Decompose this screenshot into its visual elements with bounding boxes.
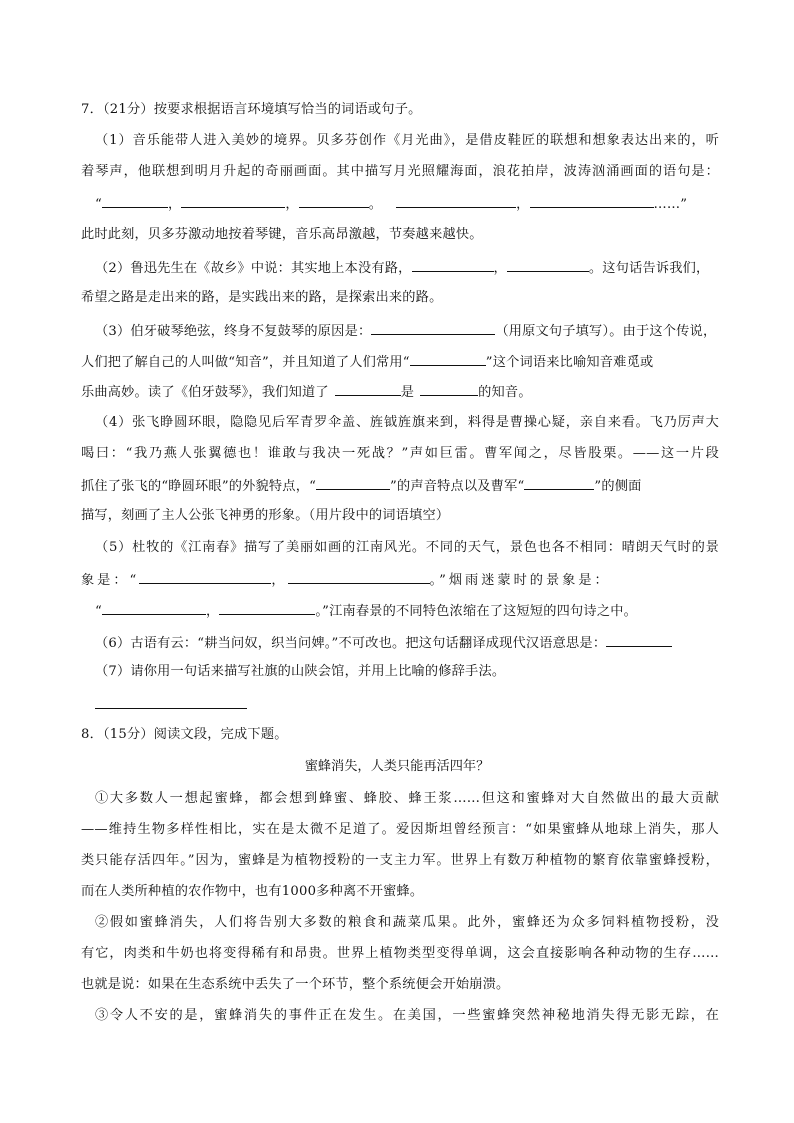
- period: 。: [368, 197, 383, 212]
- q8-header: 8．（15分）阅读文段，完成下题。: [81, 727, 288, 742]
- s6-blank[interactable]: [606, 633, 672, 647]
- p1-line4: 而在人类所种植的农作物中，也有1000多种离不开蜜蜂。: [81, 884, 424, 899]
- s5-line3-suffix: 。”江南春景的不同特色浓缩在了这短短的四句诗之中。: [315, 604, 637, 619]
- s5-blank-4[interactable]: [219, 601, 315, 615]
- blank-5[interactable]: [530, 194, 654, 208]
- q7-s4-line2: 喝曰：“我乃燕人张翼德也！谁敢与我决一死战？”声如巨雷。曹军闻之，尽皆股栗。——这一片段: [81, 446, 719, 461]
- passage-title: 蜜蜂消失，人类只能再活四年？: [304, 759, 490, 774]
- blank-3[interactable]: [299, 194, 369, 208]
- q7-s4-line3: [81, 476, 642, 496]
- s3-line2-prefix: 人们把了解自己的人叫做“知音”，并且知道了人们常用“: [81, 355, 410, 370]
- open-quote: “: [95, 197, 102, 212]
- p3-line1: ③令人不安的是，蜜蜂消失的事件正在发生。在美国，一些蜜蜂突然神秘地消失得无影无踪，在: [95, 1008, 719, 1023]
- s2-suffix: 。这句话告诉我们，: [588, 261, 710, 276]
- p2-line2: 有它，肉类和牛奶也将变得稀有和昂贵。世界上植物类型变得单调，这会直接影响各种动物的生存……: [81, 946, 719, 961]
- q7-header: 7．（21分）按要求根据语言环境填写恰当的词语或句子。: [81, 102, 422, 117]
- s3-suffix: （用原文句子填写）。由于这个传说，: [495, 324, 717, 339]
- s4-blank-2[interactable]: [524, 476, 594, 490]
- q7-s5-line2: [81, 570, 611, 590]
- comma: ，: [493, 261, 507, 276]
- p2-line1: ②假如蜜蜂消失，人们将告别大多数的粮食和蔬菜瓜果。此外，蜜蜂还为众多饲料植物授粉，没: [95, 915, 719, 930]
- s5-line2-suffix: 。”烟雨迷蒙时的景象是：: [429, 573, 611, 588]
- s5-blank-3[interactable]: [102, 601, 206, 615]
- q7-s5-line3: [95, 601, 637, 621]
- p1-line2: ——维持生物多样性相比，实在是太微不足道了。爱因斯坦曾经预言：“如果蜜蜂从地球上消失，那人: [81, 822, 719, 837]
- q7-s4-line1: （4）张飞睁圆环眼，隐隐见后军青罗伞盖、旌钺旌旗来到，料得是曹操心疑，亲自来看。飞乃厉声大: [95, 415, 719, 430]
- q7-s4-line4: 描写，刻画了主人公张飞神勇的形象。（用片段中的词语填空）: [81, 508, 450, 523]
- q7-s1-line1: （1）音乐能带人进入美妙的境界。贝多芬创作《月光曲》，是借皮鞋匠的联想和想象表达出来的，听: [95, 133, 719, 148]
- blank-2[interactable]: [181, 194, 285, 208]
- p2-line3: 也就是说：如果在生态系统中丢失了一个环节，整个系统便会开始崩溃。: [81, 977, 510, 992]
- q7-s2-line2: 希望之路是走出来的路，是实践出来的路，是探索出来的路。: [81, 290, 443, 305]
- q7-s5-line1: （5）杜牧的《江南春》描写了美丽如画的江南风光。不同的天气，景色也各不相同：晴朗天气时的景: [95, 540, 719, 555]
- q7-s3-line3: [81, 382, 532, 402]
- ellipsis-close: ……”: [653, 197, 688, 212]
- s3-line3-mid: 是: [400, 385, 415, 400]
- q7-s6-line: [95, 633, 672, 653]
- s6-text: （6）古语有云：“耕当问奴，织当问婢。”不可改也。把这句话翻译成现代汉语意思是：: [95, 636, 607, 651]
- comma: ，: [516, 197, 530, 212]
- s3-blank-2[interactable]: [410, 352, 486, 366]
- q7-s2-line1: [95, 258, 709, 278]
- s4-line3-suffix: ”的侧面: [594, 479, 642, 494]
- s3-blank-4[interactable]: [420, 382, 478, 396]
- s3-prefix: （3）伯牙破琴绝弦，终身不复鼓琴的原因是：: [95, 324, 372, 339]
- q7-s1-blanks-line: [95, 194, 687, 214]
- s3-blank-3[interactable]: [335, 382, 401, 396]
- s2-blank-1[interactable]: [412, 258, 494, 272]
- q7-s3-line2: [81, 352, 653, 372]
- s3-line3-prefix: 乐曲高妙。读了《伯牙鼓琴》，我们知道了: [81, 385, 329, 400]
- q7-s1-line4: 此时此刻，贝多芬激动地按着琴键，音乐高昂激越，节奏越来越快。: [81, 227, 483, 242]
- s7-answer-line[interactable]: [95, 708, 247, 709]
- comma: ，: [285, 197, 299, 212]
- s3-line3-suffix: 的知音。: [478, 385, 532, 400]
- comma: ，: [205, 604, 220, 619]
- s2-blank-2[interactable]: [507, 258, 589, 272]
- s4-line3-mid: ”的声音特点以及曹军“: [390, 479, 525, 494]
- s5-line3-prefix: “: [95, 604, 102, 619]
- s4-line3-prefix: 抓住了张飞的“睁圆环眼”的外貌特点，“: [81, 479, 317, 494]
- s5-blank-1[interactable]: [139, 570, 271, 584]
- s2-prefix: （2）鲁迅先生在《故乡》中说：其实地上本没有路，: [95, 261, 412, 276]
- s5-blank-2[interactable]: [288, 570, 430, 584]
- p1-line1: ①大多数人一想起蜜蜂，都会想到蜂蜜、蜂胶、蜂王浆……但这和蜜蜂对大自然做出的最大贡献: [95, 791, 719, 806]
- s5-line2-prefix: 象是：“: [81, 573, 140, 588]
- blank-1[interactable]: [102, 194, 168, 208]
- s3-blank-1[interactable]: [371, 321, 495, 335]
- q7-s3-line1: [95, 321, 716, 341]
- q7-s7-line: （7）请你用一句话来描写社旗的山陕会馆，并用上比喻的修辞手法。: [95, 664, 506, 679]
- comma: ，: [271, 573, 288, 588]
- s3-line2-suffix: ”这个词语来比喻知音难觅或: [485, 355, 654, 370]
- comma: ，: [167, 197, 182, 212]
- q7-s1-line2: 着琴声，他联想到明月升起的奇丽画面。其中描写月光照耀海面，浪花拍岸，波涛汹涌画面的语句是：: [81, 164, 719, 179]
- blank-4[interactable]: [396, 194, 516, 208]
- s4-blank-1[interactable]: [316, 476, 390, 490]
- p1-line3: 类只能存活四年。”因为，蜜蜂是为植物授粉的一支主力军。世界上有数万种植物的繁育依靠蜜蜂授粉，: [81, 853, 719, 868]
